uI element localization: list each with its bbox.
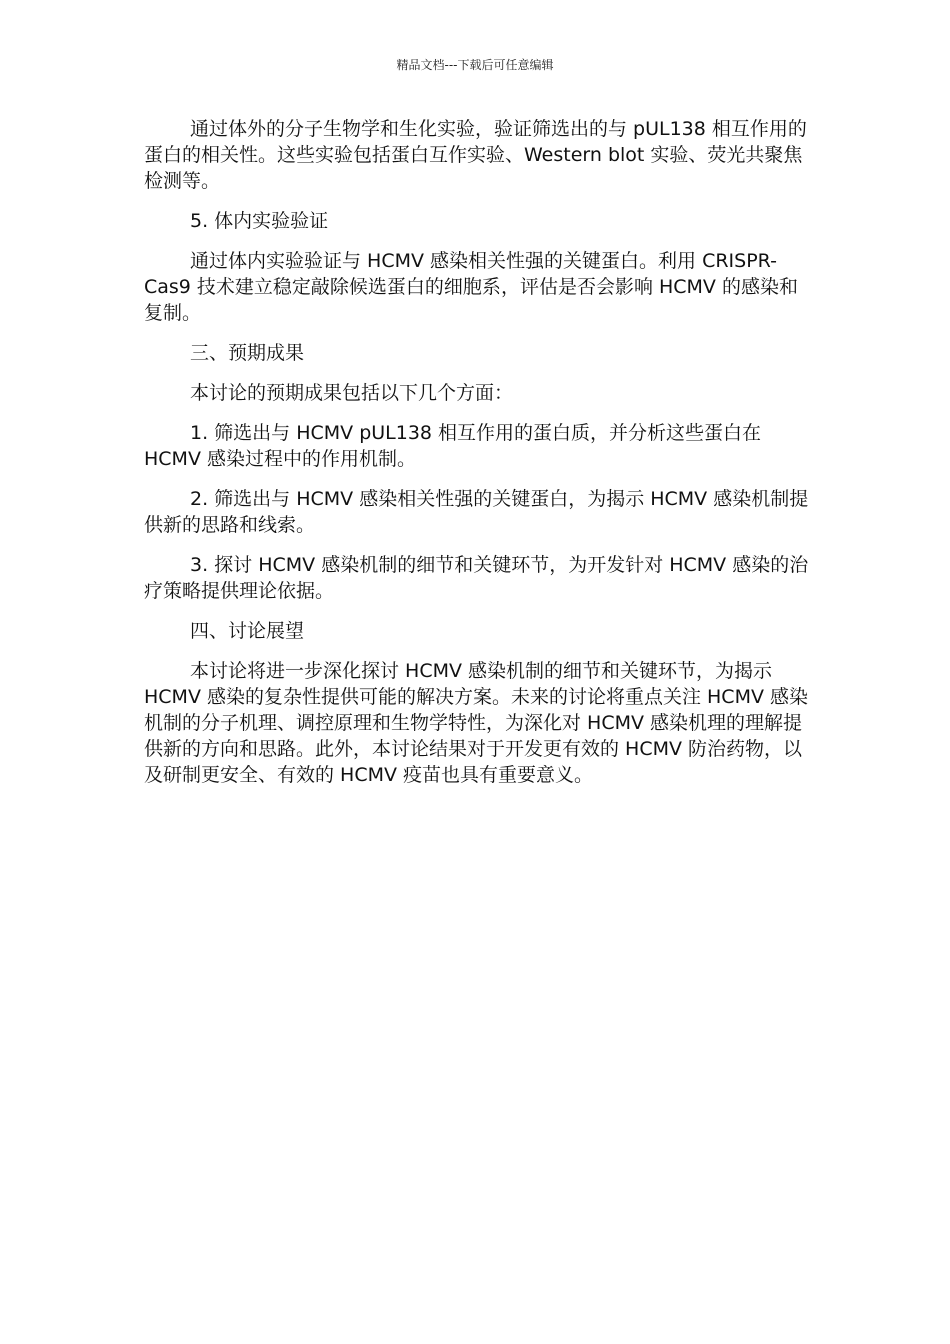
paragraph-expected-results-intro: 本讨论的预期成果包括以下几个方面： — [190, 382, 514, 404]
heading-expected-results: 三、预期成果 — [190, 342, 305, 364]
paragraph-in-vivo-validation: 通过体内实验验证与 HCMV 感染相关性强的关键蛋白。利用 CRISPR-Cas9 技术建立稳定敲除候选蛋白的细胞系，评估是否会影响 HCMV 的感染和复制。 — [144, 250, 798, 324]
paragraph-outlook: 本讨论将进一步深化探讨 HCMV 感染机制的细节和关键环节，为揭示 HCMV 感染的复杂性提供可能的解决方案。未来的讨论将重点关注 HCMV 感染机制的分子机理、调控原理和生物学特性，为深化对 HCMV 感染机理的理解提供新的方向和思路。此外，本讨论结果对于开发更有效的 HCMV 防治药物，以及研制更安全、有效的 HCMV 疫苗也具有重要意义。 — [144, 660, 809, 786]
document-body — [144, 116, 809, 788]
list-item-result-3: 3. 探讨 HCMV 感染机制的细节和关键环节，为开发针对 HCMV 感染的治疗策略提供理论依据。 — [144, 554, 809, 602]
page-header: 精品文档---下载后可任意编辑 — [396, 58, 554, 72]
list-item-result-1: 1. 筛选出与 HCMV pUL138 相互作用的蛋白质，并分析这些蛋白在 HCMV 感染过程中的作用机制。 — [144, 422, 762, 470]
list-item-result-2: 2. 筛选出与 HCMV 感染相关性强的关键蛋白，为揭示 HCMV 感染机制提供新的思路和线索。 — [144, 488, 809, 536]
heading-outlook: 四、讨论展望 — [190, 620, 305, 642]
paragraph-in-vitro-validation: 通过体外的分子生物学和生化实验，验证筛选出的与 pUL138 相互作用的蛋白的相关性。这些实验包括蛋白互作实验、Western blot 实验、荧光共聚焦检测等。 — [144, 118, 807, 192]
heading-in-vivo-validation: 5. 体内实验验证 — [190, 210, 329, 232]
